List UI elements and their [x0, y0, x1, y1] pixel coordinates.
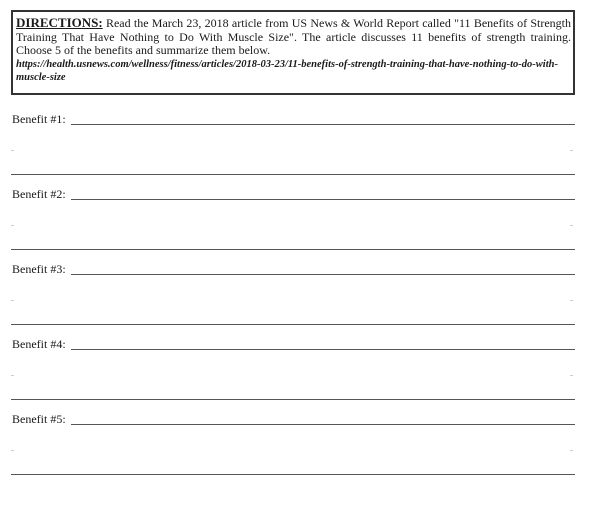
benefit-3-label: Benefit #3:	[12, 262, 66, 276]
benefit-5	[11, 412, 575, 482]
benefit-4	[11, 337, 575, 407]
margin-mark	[570, 150, 573, 151]
directions-text: Read the March 23, 2018 article from US News & World Report called "11 Benefits of Strength Training That Have Nothing to Do With Muscle Size". The article discusses 11 benefits of strength training. Choose 5 of the benefits and summarize them below.	[16, 16, 571, 57]
margin-mark	[570, 225, 573, 226]
directions-box	[11, 10, 575, 95]
margin-mark	[570, 375, 573, 376]
benefit-3	[11, 262, 575, 332]
margin-mark	[11, 300, 14, 301]
benefit-4-answer-line-2[interactable]	[11, 399, 575, 400]
benefit-1-answer-line[interactable]	[71, 124, 575, 125]
benefit-5-answer-line[interactable]	[71, 424, 575, 425]
margin-mark	[11, 225, 14, 226]
benefit-3-answer-line-2[interactable]	[11, 324, 575, 325]
directions-heading: DIRECTIONS:	[16, 15, 103, 30]
benefit-4-label: Benefit #4:	[12, 337, 66, 351]
benefit-1-label: Benefit #1:	[12, 112, 66, 126]
benefit-2-label: Benefit #2:	[12, 187, 66, 201]
margin-mark	[11, 150, 14, 151]
benefit-3-answer-line[interactable]	[71, 274, 575, 275]
benefit-2-answer-line[interactable]	[71, 199, 575, 200]
benefit-2-answer-line-2[interactable]	[11, 249, 575, 250]
benefit-2	[11, 187, 575, 257]
article-url: https://health.usnews.com/wellness/fitness/articles/2018-03-23/11-benefits-of-strength-training-that-have-nothing-to-do-with-muscle-size	[16, 58, 558, 83]
margin-mark	[11, 450, 14, 451]
benefit-1	[11, 112, 575, 182]
benefit-4-answer-line[interactable]	[71, 349, 575, 350]
margin-mark	[570, 300, 573, 301]
margin-mark	[570, 450, 573, 451]
benefit-5-answer-line-2[interactable]	[11, 474, 575, 475]
benefit-5-label: Benefit #5:	[12, 412, 66, 426]
benefit-1-answer-line-2[interactable]	[11, 174, 575, 175]
margin-mark	[11, 375, 14, 376]
